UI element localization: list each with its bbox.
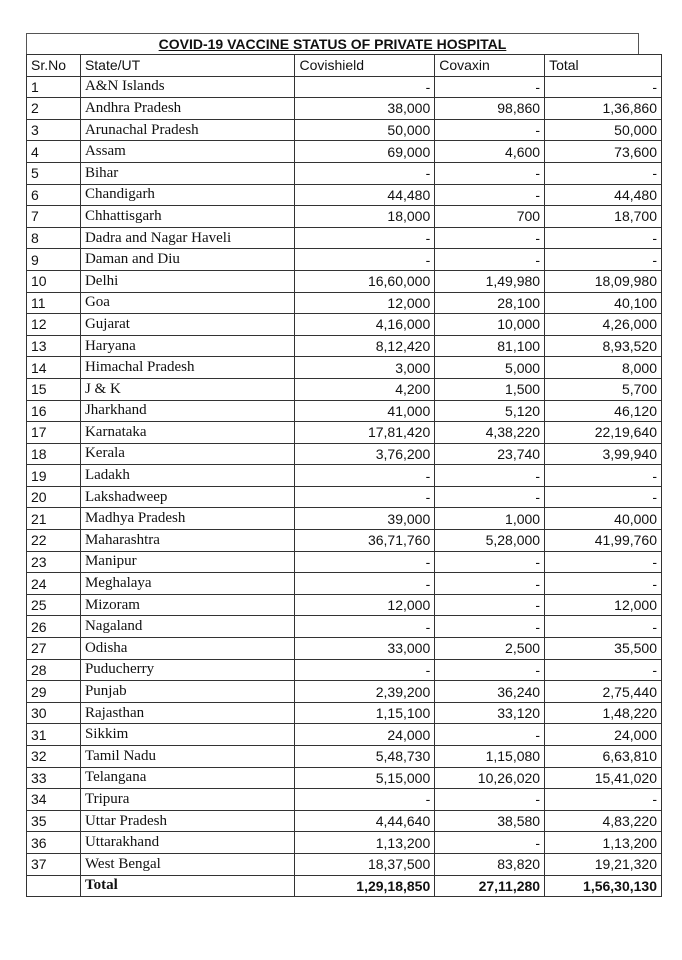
cell-sr-no: 14	[27, 357, 81, 379]
cell-total: -	[545, 551, 662, 573]
cell-sr-no: 10	[27, 270, 81, 292]
cell-state: Assam	[80, 141, 295, 163]
cell-covaxin: 33,120	[435, 702, 545, 724]
cell-covaxin: 10,26,020	[435, 767, 545, 789]
cell-sr-no: 18	[27, 443, 81, 465]
table-row	[27, 832, 662, 854]
cell-sr-no: 1	[27, 76, 81, 98]
cell-total: 18,09,980	[545, 270, 662, 292]
cell-covishield: 18,000	[295, 206, 435, 228]
cell-covishield: -	[295, 162, 435, 184]
cell-state: Daman and Diu	[80, 249, 295, 271]
cell-covishield: -	[295, 465, 435, 487]
cell-total: -	[545, 249, 662, 271]
cell-sr-no: 4	[27, 141, 81, 163]
cell-covishield: -	[295, 573, 435, 595]
cell-covaxin: -	[435, 486, 545, 508]
cell-covaxin: -	[435, 551, 545, 573]
cell-total: 19,21,320	[545, 853, 662, 875]
cell-state: Madhya Pradesh	[80, 508, 295, 530]
cell-total: 4,83,220	[545, 810, 662, 832]
cell-covishield: 4,16,000	[295, 314, 435, 336]
cell-total: -	[545, 573, 662, 595]
cell-total: 40,000	[545, 508, 662, 530]
table-row	[27, 702, 662, 724]
cell-covaxin: 38,580	[435, 810, 545, 832]
table-header-row	[27, 55, 662, 77]
cell-total: 1,13,200	[545, 832, 662, 854]
cell-state: Uttar Pradesh	[80, 810, 295, 832]
table-row	[27, 724, 662, 746]
cell-covishield: 50,000	[295, 119, 435, 141]
cell-covaxin: 28,100	[435, 292, 545, 314]
cell-total: -	[545, 486, 662, 508]
table-row	[27, 767, 662, 789]
cell-sr-no: 20	[27, 486, 81, 508]
cell-covaxin: -	[435, 465, 545, 487]
cell-sr-no: 5	[27, 162, 81, 184]
table-title-text: COVID-19 VACCINE STATUS OF PRIVATE HOSPITAL	[158, 36, 507, 52]
cell-covishield: 41,000	[295, 400, 435, 422]
cell-covaxin: -	[435, 616, 545, 638]
cell-state: Kerala	[80, 443, 295, 465]
total-total: 1,56,30,130	[545, 875, 662, 897]
cell-state: Arunachal Pradesh	[80, 119, 295, 141]
cell-total: 15,41,020	[545, 767, 662, 789]
cell-sr-no: 35	[27, 810, 81, 832]
cell-covishield: 36,71,760	[295, 530, 435, 552]
cell-covaxin: -	[435, 724, 545, 746]
cell-sr-no: 2	[27, 98, 81, 120]
cell-sr-no: 25	[27, 594, 81, 616]
cell-sr-no: 21	[27, 508, 81, 530]
cell-covishield: 16,60,000	[295, 270, 435, 292]
cell-state: Chandigarh	[80, 184, 295, 206]
cell-covaxin: 4,600	[435, 141, 545, 163]
cell-state: Himachal Pradesh	[80, 357, 295, 379]
table-row	[27, 486, 662, 508]
table-row	[27, 162, 662, 184]
cell-sr-no: 11	[27, 292, 81, 314]
cell-state: Maharashtra	[80, 530, 295, 552]
cell-sr-no: 28	[27, 659, 81, 681]
table-row	[27, 227, 662, 249]
cell-covaxin: 2,500	[435, 638, 545, 660]
cell-covaxin: -	[435, 659, 545, 681]
cell-covishield: 4,200	[295, 378, 435, 400]
table-row	[27, 119, 662, 141]
cell-covaxin: 1,49,980	[435, 270, 545, 292]
cell-state: Tamil Nadu	[80, 746, 295, 768]
cell-covishield: 44,480	[295, 184, 435, 206]
table-row	[27, 616, 662, 638]
cell-covaxin: 83,820	[435, 853, 545, 875]
cell-covishield: -	[295, 486, 435, 508]
cell-state: Lakshadweep	[80, 486, 295, 508]
cell-covishield: 12,000	[295, 594, 435, 616]
cell-total: -	[545, 789, 662, 811]
cell-total: 41,99,760	[545, 530, 662, 552]
cell-state: Rajasthan	[80, 702, 295, 724]
cell-total: -	[545, 76, 662, 98]
cell-covishield: 24,000	[295, 724, 435, 746]
cell-state: Odisha	[80, 638, 295, 660]
cell-covishield: 5,15,000	[295, 767, 435, 789]
vaccine-status-table	[26, 54, 662, 897]
table-row	[27, 98, 662, 120]
table-row	[27, 746, 662, 768]
table-row	[27, 378, 662, 400]
cell-covishield: 18,37,500	[295, 853, 435, 875]
cell-sr-no: 36	[27, 832, 81, 854]
cell-total: 35,500	[545, 638, 662, 660]
cell-sr-no: 19	[27, 465, 81, 487]
cell-covaxin: -	[435, 594, 545, 616]
cell-covishield: 4,44,640	[295, 810, 435, 832]
cell-sr-no: 13	[27, 335, 81, 357]
cell-sr-no: 8	[27, 227, 81, 249]
table-row	[27, 422, 662, 444]
cell-total: 24,000	[545, 724, 662, 746]
cell-total: 5,700	[545, 378, 662, 400]
cell-state: Goa	[80, 292, 295, 314]
cell-total: 40,100	[545, 292, 662, 314]
table-row	[27, 789, 662, 811]
cell-total: -	[545, 227, 662, 249]
table-row	[27, 314, 662, 336]
cell-state: Bihar	[80, 162, 295, 184]
cell-state: Telangana	[80, 767, 295, 789]
cell-total: 8,93,520	[545, 335, 662, 357]
cell-sr-no: 22	[27, 530, 81, 552]
cell-covaxin: 10,000	[435, 314, 545, 336]
cell-covishield: -	[295, 551, 435, 573]
cell-state: Manipur	[80, 551, 295, 573]
table-row	[27, 594, 662, 616]
cell-sr-no: 23	[27, 551, 81, 573]
cell-sr-no: 29	[27, 681, 81, 703]
cell-covishield: 17,81,420	[295, 422, 435, 444]
total-sr	[27, 875, 81, 897]
cell-total: 46,120	[545, 400, 662, 422]
table-row	[27, 638, 662, 660]
cell-sr-no: 17	[27, 422, 81, 444]
cell-covaxin: -	[435, 76, 545, 98]
table-row	[27, 184, 662, 206]
total-covaxin: 27,11,280	[435, 875, 545, 897]
table-row	[27, 465, 662, 487]
cell-sr-no: 33	[27, 767, 81, 789]
header-total: Total	[545, 55, 662, 77]
cell-covishield: -	[295, 249, 435, 271]
cell-covaxin: -	[435, 227, 545, 249]
cell-covaxin: 81,100	[435, 335, 545, 357]
cell-covaxin: -	[435, 789, 545, 811]
cell-covishield: -	[295, 76, 435, 98]
cell-state: Karnataka	[80, 422, 295, 444]
cell-covishield: -	[295, 659, 435, 681]
cell-covishield: -	[295, 789, 435, 811]
total-label: Total	[80, 875, 295, 897]
table-row	[27, 659, 662, 681]
cell-total: -	[545, 659, 662, 681]
cell-sr-no: 9	[27, 249, 81, 271]
cell-covishield: 1,13,200	[295, 832, 435, 854]
table-row	[27, 335, 662, 357]
cell-state: Puducherry	[80, 659, 295, 681]
cell-state: Mizoram	[80, 594, 295, 616]
cell-total: 44,480	[545, 184, 662, 206]
table-row	[27, 400, 662, 422]
cell-covishield: 3,000	[295, 357, 435, 379]
table-row	[27, 573, 662, 595]
table-row	[27, 206, 662, 228]
cell-total: 1,48,220	[545, 702, 662, 724]
cell-state: Nagaland	[80, 616, 295, 638]
cell-sr-no: 34	[27, 789, 81, 811]
cell-total: 73,600	[545, 141, 662, 163]
cell-covaxin: -	[435, 162, 545, 184]
table-row	[27, 853, 662, 875]
header-state: State/UT	[80, 55, 295, 77]
cell-sr-no: 12	[27, 314, 81, 336]
cell-covishield: -	[295, 616, 435, 638]
cell-covishield: 1,15,100	[295, 702, 435, 724]
cell-covaxin: 23,740	[435, 443, 545, 465]
cell-covaxin: 5,28,000	[435, 530, 545, 552]
cell-sr-no: 26	[27, 616, 81, 638]
table-row	[27, 508, 662, 530]
cell-covishield: 5,48,730	[295, 746, 435, 768]
cell-state: Haryana	[80, 335, 295, 357]
cell-sr-no: 6	[27, 184, 81, 206]
cell-total: 22,19,640	[545, 422, 662, 444]
table-row	[27, 810, 662, 832]
cell-total: 6,63,810	[545, 746, 662, 768]
cell-total: -	[545, 616, 662, 638]
cell-covaxin: 98,860	[435, 98, 545, 120]
cell-covishield: 8,12,420	[295, 335, 435, 357]
cell-state: Punjab	[80, 681, 295, 703]
cell-state: Gujarat	[80, 314, 295, 336]
cell-covishield: 38,000	[295, 98, 435, 120]
cell-covishield: 12,000	[295, 292, 435, 314]
total-covishield: 1,29,18,850	[295, 875, 435, 897]
cell-sr-no: 32	[27, 746, 81, 768]
cell-state: Dadra and Nagar Haveli	[80, 227, 295, 249]
total-row	[27, 875, 662, 897]
cell-total: -	[545, 162, 662, 184]
cell-total: 18,700	[545, 206, 662, 228]
cell-total: 8,000	[545, 357, 662, 379]
cell-sr-no: 16	[27, 400, 81, 422]
table-body	[27, 76, 662, 875]
header-sr-no: Sr.No	[27, 55, 81, 77]
cell-state: Delhi	[80, 270, 295, 292]
cell-state: Ladakh	[80, 465, 295, 487]
cell-total: 3,99,940	[545, 443, 662, 465]
cell-covaxin: -	[435, 832, 545, 854]
cell-state: West Bengal	[80, 853, 295, 875]
cell-sr-no: 7	[27, 206, 81, 228]
cell-sr-no: 3	[27, 119, 81, 141]
table-row	[27, 270, 662, 292]
cell-sr-no: 24	[27, 573, 81, 595]
cell-state: A&N Islands	[80, 76, 295, 98]
cell-covishield: 33,000	[295, 638, 435, 660]
cell-total: 50,000	[545, 119, 662, 141]
cell-sr-no: 30	[27, 702, 81, 724]
table-row	[27, 292, 662, 314]
table-row	[27, 681, 662, 703]
cell-covaxin: 1,000	[435, 508, 545, 530]
table-row	[27, 249, 662, 271]
cell-covaxin: 1,500	[435, 378, 545, 400]
cell-covaxin: -	[435, 119, 545, 141]
cell-covishield: 69,000	[295, 141, 435, 163]
cell-covaxin: 5,000	[435, 357, 545, 379]
cell-state: Uttarakhand	[80, 832, 295, 854]
cell-covaxin: 4,38,220	[435, 422, 545, 444]
cell-covaxin: 36,240	[435, 681, 545, 703]
cell-state: Chhattisgarh	[80, 206, 295, 228]
header-covaxin: Covaxin	[435, 55, 545, 77]
cell-state: J & K	[80, 378, 295, 400]
cell-covaxin: -	[435, 249, 545, 271]
cell-state: Tripura	[80, 789, 295, 811]
cell-covishield: -	[295, 227, 435, 249]
cell-sr-no: 31	[27, 724, 81, 746]
header-covishield: Covishield	[295, 55, 435, 77]
cell-covaxin: 1,15,080	[435, 746, 545, 768]
cell-covaxin: -	[435, 184, 545, 206]
cell-covishield: 2,39,200	[295, 681, 435, 703]
cell-covaxin: 700	[435, 206, 545, 228]
table-row	[27, 530, 662, 552]
cell-total: 1,36,860	[545, 98, 662, 120]
cell-total: 4,26,000	[545, 314, 662, 336]
cell-sr-no: 15	[27, 378, 81, 400]
table-row	[27, 357, 662, 379]
cell-total: 2,75,440	[545, 681, 662, 703]
cell-state: Sikkim	[80, 724, 295, 746]
cell-total: -	[545, 465, 662, 487]
table-row	[27, 76, 662, 98]
table-row	[27, 551, 662, 573]
cell-state: Andhra Pradesh	[80, 98, 295, 120]
cell-state: Jharkhand	[80, 400, 295, 422]
cell-sr-no: 37	[27, 853, 81, 875]
table-row	[27, 443, 662, 465]
cell-sr-no: 27	[27, 638, 81, 660]
cell-state: Meghalaya	[80, 573, 295, 595]
cell-total: 12,000	[545, 594, 662, 616]
cell-covishield: 39,000	[295, 508, 435, 530]
cell-covaxin: -	[435, 573, 545, 595]
cell-covaxin: 5,120	[435, 400, 545, 422]
table-row	[27, 141, 662, 163]
cell-covishield: 3,76,200	[295, 443, 435, 465]
table-title	[26, 33, 639, 54]
